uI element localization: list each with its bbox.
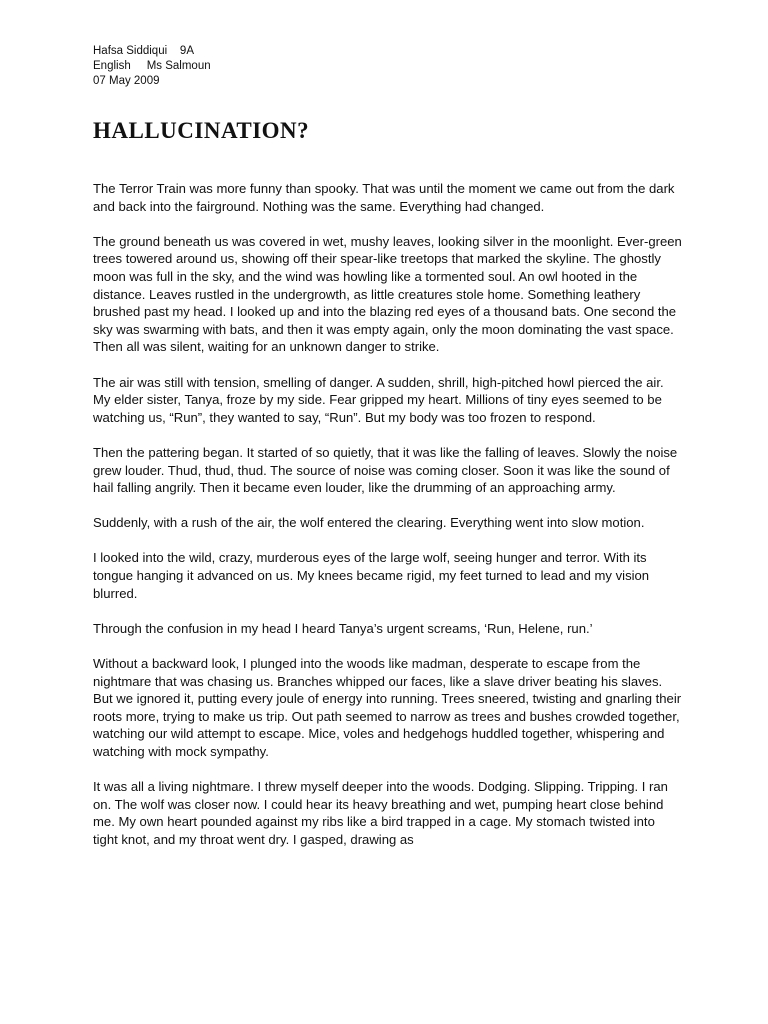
document-header <box>93 44 211 89</box>
paragraph: The air was still with tension, smelling of danger. A sudden, shrill, high-pitched howl pierced the air. My elder sister, Tanya, froze by my side. Fear gripped my heart. Millions of tiny eyes seemed to be watching us, “Run”, they wanted to say, “Run”. But my body was too frozen to respond. <box>93 374 664 425</box>
paragraph: I looked into the wild, crazy, murderous eyes of the large wolf, seeing hunger and terror. With its tongue hanging it advanced on us. My knees became rigid, my feet turned to lead and my vision blurred. <box>93 550 650 601</box>
paragraph: Through the confusion in my head I heard Tanya’s urgent screams, ‘Run, Helene, run.’ <box>93 620 593 636</box>
document-date: 07 May 2009 <box>93 75 160 87</box>
paragraph: Without a backward look, I plunged into the woods like madman, desperate to escape from the nightmare that was chasing us. Branches whipped our faces, like a slave driver beating his slaves. But we ignored it, putting every joule of energy into running. Trees sneered, twisting and gnarling their roots more, trying to make us trip. Out path seemed to narrow as trees and bushes crowded together, watching our wild attempt to escape. Mice, voles and hedgehogs huddled together, whispering and watching with mock sympathy. <box>93 656 682 759</box>
paragraph: The ground beneath us was covered in wet, mushy leaves, looking silver in the moonlight. Ever-green trees towered around us, showing off their spear-like treetops that marked the skyline. The ghostly moon was full in the sky, and the wind was howling like a tormented soul. An owl hooted in the distance. Leaves rustled in the undergrowth, as little creatures stole home. Something leathery brushed past my head. I looked up and into the blazing red eyes of a thousand bats. One second the sky was swarming with bats, and then it was empty again, only the moon dominating the vast space. Then all was silent, waiting for an unknown danger to strike. <box>93 233 682 355</box>
document-title: HALLUCINATION? <box>93 118 310 143</box>
paragraph: Suddenly, with a rush of the air, the wolf entered the clearing. Everything went into slow motion. <box>93 515 645 531</box>
paragraph: Then the pattering began. It started of so quietly, that it was like the falling of leaves. Slowly the noise grew louder. Thud, thud, thud. The source of noise was coming closer. Soon it was like the sound of hail falling angrily. Then it became even louder, like the drumming of an approaching army. <box>93 444 678 496</box>
paragraph: The Terror Train was more funny than spooky. That was until the moment we came out from the dark and back into the fairground. Nothing was the same. Everything had changed. <box>93 181 675 214</box>
subject-teacher: English Ms Salmoun <box>93 60 211 72</box>
paragraph: It was all a living nightmare. I threw myself deeper into the woods. Dodging. Slipping. Tripping. I ran on. The wolf was closer now. I could hear its heavy breathing and wet, pumping heart close behind me. My own heart pounded against my ribs like a bird trapped in a cage. My stomach twisted into tight knot, and my throat went dry. I gasped, drawing as <box>93 779 668 847</box>
story-body <box>93 180 683 866</box>
student-name-class: Hafsa Siddiqui 9A <box>93 45 195 57</box>
